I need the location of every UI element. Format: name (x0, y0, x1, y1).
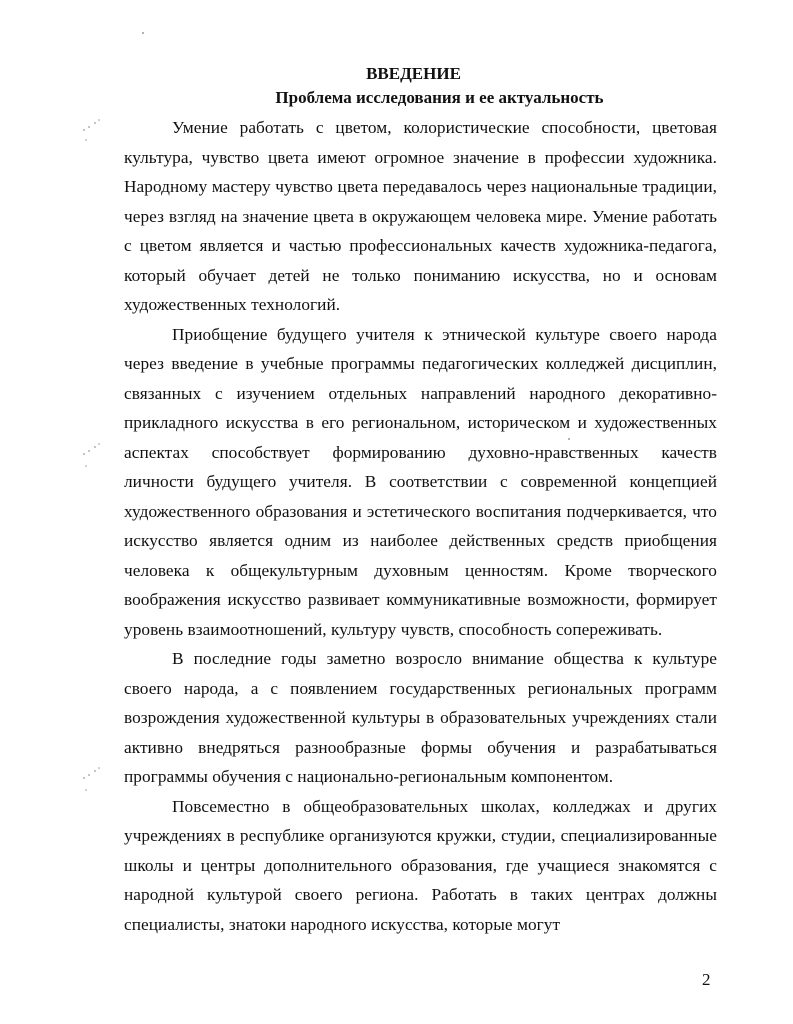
section-subtitle: Проблема исследования и ее актуальность (275, 88, 604, 107)
scan-mark-icon (80, 442, 102, 472)
page-title: ВВЕДЕНИЕ (366, 64, 461, 83)
paragraph-2: Приобщение будущего учителя к этнической культуре своего народа через введение в учебные программы педагогических колледжей дисциплин, связанных с изучением отдельных направлений народного декоративно-прикладного искусства в его региональном, историческом и художественных аспектах способствует формированию духовно-нравственных качеств личности будущего учителя. В соответствии с современной концепцией художественного образования и эстетического воспитания подчеркивается, что искусство является одним из наиболее действенных средств приобщения человека к общекультурным духовным ценностям. Кроме творческого воображения искусство развивает коммуникативные возможности, формирует уровень взаимоотношений, культуру чувств, способность сопереживать. (124, 324, 717, 639)
paragraph-1: Умение работать с цветом, колористические способности, цветовая культура, чувство цвета имеют огромное значение в профессии художника. Народному мастеру чувство цвета передавалось через национальные традиции, через взгляд на значение цвета в окружающем человека мире. Умение работать с цветом является и частью профессиональных качеств художника-педагога, который обучает детей не только пониманию искусства, но и основам художественных технологий. (124, 118, 717, 314)
page-number: 2 (702, 970, 711, 989)
paragraph-4: Повсеместно в общеобразовательных школах, колледжах и других учреждениях в республике организуются кружки, студии, специализированные школы и центры дополнительного образования, где учащиеся знакомятся с народной культурой своего региона. Работать в таких центрах должны специалисты, знатоки народного искусства, которые могут (124, 796, 717, 934)
body-text (124, 113, 717, 939)
scan-speck-icon (568, 438, 570, 440)
scan-mark-icon (80, 118, 102, 148)
scan-speck-icon (142, 32, 144, 34)
scan-mark-icon (80, 766, 102, 796)
paragraph-3: В последние годы заметно возросло внимание общества к культуре своего народа, а с появлением государственных региональных программ возрождения художественной культуры в образовательных учреждениях стали активно внедряться разнообразные формы обучения и разрабатываться программы обучения с национально-региональным компонентом. (124, 649, 717, 786)
